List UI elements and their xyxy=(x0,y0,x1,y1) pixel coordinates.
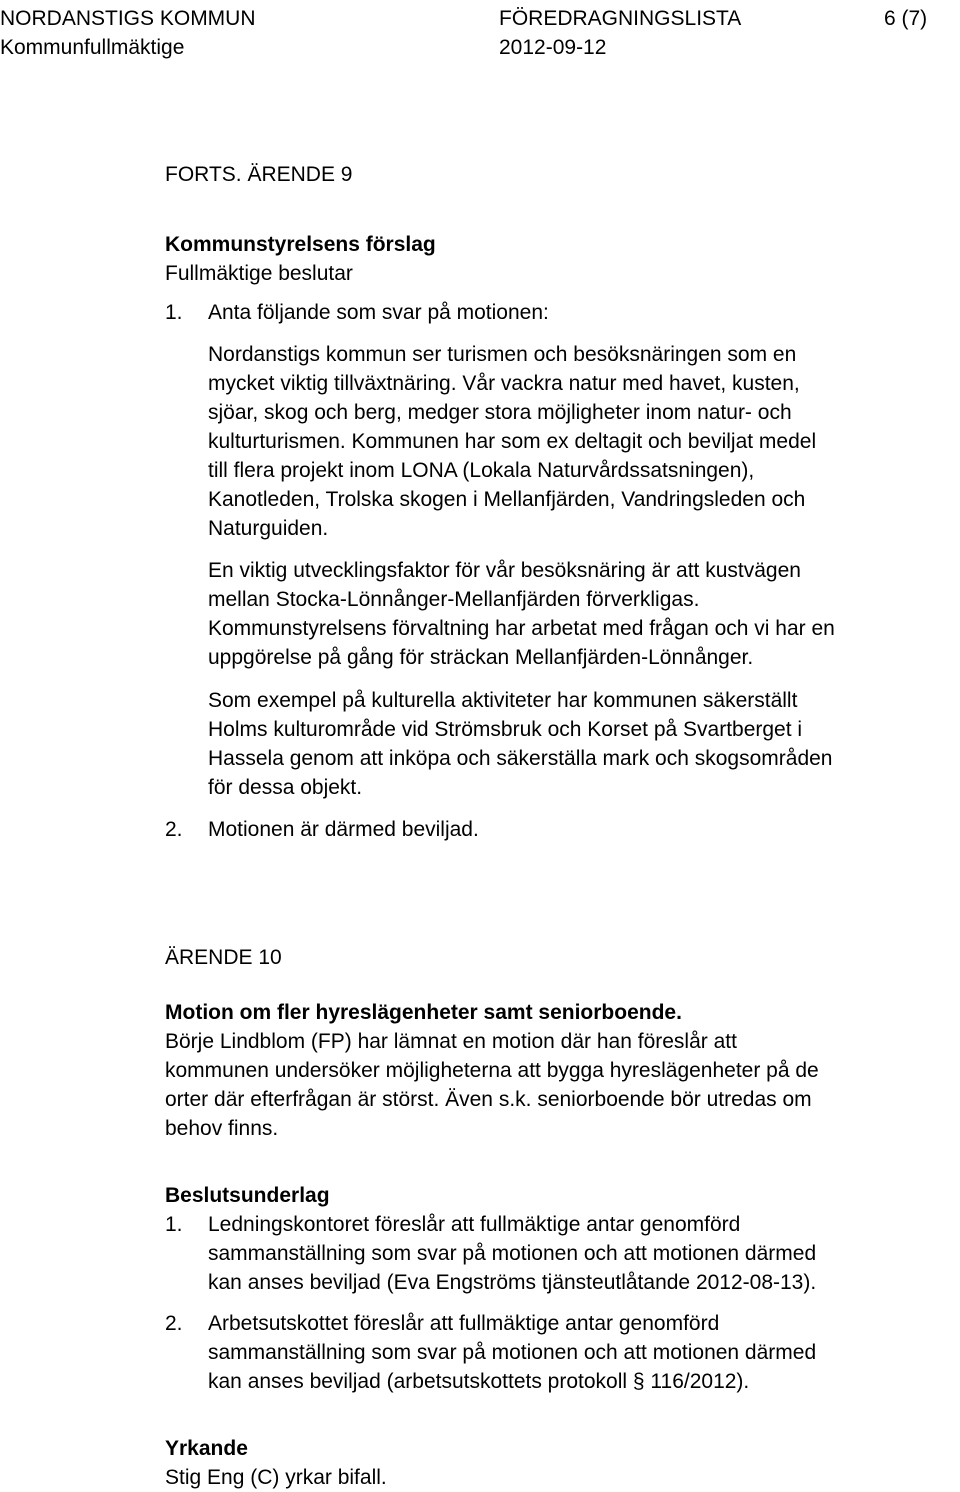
text-line: sjöar, skog och berg, medger stora möjligheter inom natur- och xyxy=(208,401,792,424)
item-2-number: 2. xyxy=(165,818,183,841)
text-line: Ledningskontoret föreslår att fullmäktige antar genomförd xyxy=(208,1213,741,1236)
org-name: NORDANSTIGS KOMMUN xyxy=(0,7,256,30)
text-line: Kanotleden, Trolska skogen i Mellanfjärden, Vandringsleden och xyxy=(208,488,806,511)
item-1-number: 1. xyxy=(165,301,183,324)
page-number: 6 (7) xyxy=(884,7,928,30)
culture-paragraph xyxy=(208,686,958,802)
text-line: behov finns. xyxy=(165,1117,279,1140)
text-line: Som exempel på kulturella aktiviteter har kommunen säkerställt xyxy=(208,689,798,712)
text-line: En viktig utvecklingsfaktor för vår besöksnäring är att kustvägen xyxy=(208,559,801,582)
yrkande-title: Yrkande xyxy=(165,1437,248,1460)
text-line: Börje Lindblom (FP) har lämnat en motion där han föreslår att xyxy=(165,1030,737,1053)
basis-item-1-number: 1. xyxy=(165,1213,183,1236)
text-line: mycket viktig tillväxtnäring. Vår vackra natur med havet, kusten, xyxy=(208,372,800,395)
answer-paragraph xyxy=(208,340,958,543)
text-line: orter där efterfrågan är störst. Även s.k. seniorboende bör utredas om xyxy=(165,1088,812,1111)
basis-item-1 xyxy=(208,1210,958,1297)
proposal-title: Kommunstyrelsens förslag xyxy=(165,233,436,256)
text-line: Kommunstyrelsens förvaltning har arbetat med frågan och vi har en xyxy=(208,617,835,640)
text-line: kulturturismen. Kommunen har som ex deltagit och beviljat medel xyxy=(208,430,817,453)
basis-title: Beslutsunderlag xyxy=(165,1184,330,1207)
text-line: Arbetsutskottet föreslår att fullmäktige antar genomförd xyxy=(208,1312,720,1335)
text-line: Hassela genom att inköpa och säkerställa mark och skogsområden xyxy=(208,747,833,770)
text-line: kan anses beviljad (Eva Engströms tjänsteutlåtande 2012-08-13). xyxy=(208,1271,817,1294)
proposal-subtitle: Fullmäktige beslutar xyxy=(165,262,353,285)
text-line: Nordanstigs kommun ser turismen och besöksnäringen som en xyxy=(208,343,797,366)
document-type: FÖREDRAGNINGSLISTA xyxy=(499,7,742,30)
yrkande-text: Stig Eng (C) yrkar bifall. xyxy=(165,1466,387,1489)
section-10-heading: ÄRENDE 10 xyxy=(165,946,282,969)
motion-title: Motion om fler hyreslägenheter samt seniorboende. xyxy=(165,1001,682,1024)
motion-paragraph xyxy=(165,1027,819,1143)
text-line: uppgörelse på gång för sträckan Mellanfjärden-Lönnånger. xyxy=(208,646,754,669)
section-9-heading: FORTS. ÄRENDE 9 xyxy=(165,163,353,186)
basis-item-2 xyxy=(208,1309,958,1396)
text-line: till flera projekt inom LONA (Lokala Naturvårdssatsningen), xyxy=(208,459,755,482)
meeting-date: 2012-09-12 xyxy=(499,36,607,59)
item-2-text: Motionen är därmed beviljad. xyxy=(208,818,479,841)
text-line: för dessa objekt. xyxy=(208,776,363,799)
text-line: Holms kulturområde vid Strömsbruk och Korset på Svartberget i xyxy=(208,718,803,741)
basis-item-2-number: 2. xyxy=(165,1312,183,1335)
text-line: sammanställning som svar på motionen och att motionen därmed xyxy=(208,1341,817,1364)
text-line: Naturguiden. xyxy=(208,517,329,540)
text-line: kan anses beviljad (arbetsutskottets protokoll § 116/2012). xyxy=(208,1370,750,1393)
item-1-text: Anta följande som svar på motionen: xyxy=(208,301,549,324)
text-line: mellan Stocka-Lönnånger-Mellanfjärden förverkligas. xyxy=(208,588,700,611)
text-line: kommunen undersöker möjligheterna att bygga hyreslägenheter på de xyxy=(165,1059,819,1082)
text-line: sammanställning som svar på motionen och att motionen därmed xyxy=(208,1242,817,1265)
factor-paragraph xyxy=(208,556,958,672)
meeting-body: Kommunfullmäktige xyxy=(0,36,185,59)
